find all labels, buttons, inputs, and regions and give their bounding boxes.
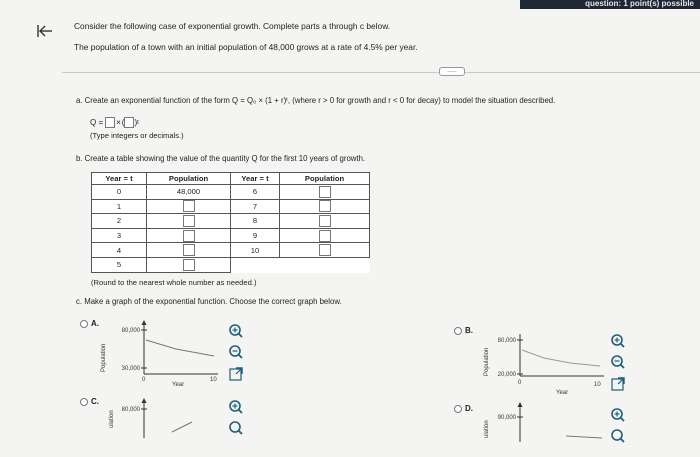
radio-b[interactable]: [454, 327, 462, 335]
divider: [62, 72, 700, 73]
zoom-out-icon[interactable]: [610, 354, 626, 370]
table-header-row: [92, 173, 370, 185]
graph-a-xlabel: Year: [172, 382, 185, 388]
option-b[interactable]: [454, 326, 473, 335]
population-input-cell: [147, 228, 231, 243]
problem-intro: Consider the following case of exponential growth. Complete parts a through c below.: [74, 21, 391, 31]
graph-b: [474, 330, 610, 402]
population-input[interactable]: [319, 230, 331, 242]
answer-row: [90, 117, 139, 128]
population-input-cell: [280, 185, 370, 200]
population-input-cell: [280, 243, 370, 258]
graph-d-curve: [566, 436, 602, 438]
table-row: [92, 228, 370, 243]
graph-a-x-zero: 0: [142, 377, 146, 383]
more-button[interactable]: .....: [439, 67, 465, 76]
radio-c[interactable]: [80, 398, 88, 406]
header-population-left: Population: [147, 173, 231, 185]
zoom-in-icon[interactable]: [610, 333, 626, 349]
expand-icon[interactable]: [610, 376, 626, 392]
radio-d[interactable]: [454, 405, 462, 413]
zoom-out-icon[interactable]: [228, 344, 244, 360]
q0-input[interactable]: [105, 117, 115, 128]
header-year-right: Year = t: [231, 173, 280, 185]
graph-c: [96, 398, 226, 457]
zoom-out-icon[interactable]: [610, 428, 626, 444]
population-input[interactable]: [319, 215, 331, 227]
header-population-right: Population: [280, 173, 370, 185]
graph-b-curve: [522, 350, 600, 366]
population-input[interactable]: [183, 244, 195, 256]
q-label: Q =: [90, 118, 104, 127]
part-a-hint: (Type integers or decimals.): [90, 131, 184, 140]
option-d[interactable]: [454, 404, 473, 413]
points-text: question: 1 point(s) possible: [585, 0, 694, 8]
population-input-cell: [147, 199, 231, 214]
growth-factor-input[interactable]: [121, 117, 134, 128]
population-input[interactable]: [319, 200, 331, 212]
graph-a-ylabel: Population: [101, 343, 107, 372]
table-row: [92, 214, 370, 229]
open-paren: (: [121, 118, 125, 127]
exponent-t: t: [137, 119, 139, 126]
population-input-cell: [147, 243, 231, 258]
population-input-cell: [280, 214, 370, 229]
graph-a-x-end: 10: [210, 377, 217, 383]
year-cell: 10: [231, 243, 280, 258]
graph-d: [474, 402, 610, 457]
option-b-label: B.: [465, 326, 473, 335]
zoom-out-icon[interactable]: [228, 420, 244, 436]
population-input-cell: [147, 214, 231, 229]
part-c-prompt: c. Make a graph of the exponential function. Choose the correct graph below.: [76, 297, 342, 306]
year-cell: 0: [92, 185, 147, 200]
year-cell: 5: [92, 257, 147, 272]
graph-a-y-top: 80,000: [121, 328, 140, 334]
radio-a[interactable]: [80, 320, 88, 328]
graph-a-y-mid: 30,000: [121, 366, 140, 372]
zoom-in-icon[interactable]: [228, 323, 244, 339]
graph-b-y-mid: 20,000: [497, 372, 516, 378]
year-cell: 9: [231, 228, 280, 243]
year-cell: 1: [92, 199, 147, 214]
population-input-cell: [280, 199, 370, 214]
graph-b-ylabel: Population: [484, 347, 490, 376]
zoom-in-icon[interactable]: [228, 399, 244, 415]
option-d-label: D.: [465, 404, 473, 413]
part-a-prompt: a. Create an exponential function of the form Q = Q₀ × (1 + r)ᵗ, (where r > 0 for growth and r < 0 for decay) to model the situation described.: [76, 96, 556, 105]
year-cell: 4: [92, 243, 147, 258]
close-paren: ): [134, 118, 138, 127]
table-row: [92, 243, 370, 258]
graph-c-curve: [172, 422, 192, 432]
empty-cell: [280, 257, 370, 272]
population-input[interactable]: [183, 200, 195, 212]
population-table: [91, 172, 370, 273]
graph-d-y-arrow: [518, 402, 523, 407]
top-status-bar: [520, 0, 700, 9]
year-cell: 7: [231, 199, 280, 214]
population-input[interactable]: [183, 230, 195, 242]
graph-b-x-zero: 0: [518, 380, 522, 386]
population-input[interactable]: [319, 186, 331, 198]
graph-d-ylabel: ulation: [484, 420, 490, 438]
graph-d-y-top: 90,000: [497, 415, 516, 421]
year-cell: 2: [92, 214, 147, 229]
times-symbol: ×: [116, 118, 121, 127]
graph-a: [96, 318, 226, 390]
population-input[interactable]: [183, 215, 195, 227]
graph-c-y-top: 80,000: [121, 407, 140, 413]
part-b-prompt: b. Create a table showing the value of the quantity Q for the first 10 years of growth.: [76, 154, 366, 163]
population-value: 48,000: [147, 185, 231, 200]
graph-a-y-arrow: [142, 320, 147, 325]
population-input[interactable]: [183, 259, 195, 271]
year-cell: 3: [92, 228, 147, 243]
table-row: [92, 199, 370, 214]
year-cell: 8: [231, 214, 280, 229]
graph-b-x-end: 10: [594, 382, 601, 388]
graph-c-y-arrow: [142, 398, 147, 403]
problem-statement: The population of a town with an initial population of 48,000 grows at a rate of 4.5% per year.: [74, 42, 418, 52]
zoom-in-icon[interactable]: [610, 407, 626, 423]
header-year-left: Year = t: [92, 173, 147, 185]
empty-cell: [231, 257, 280, 272]
expand-icon[interactable]: [228, 366, 244, 382]
table-row: [92, 185, 370, 200]
population-input[interactable]: [319, 244, 331, 256]
population-input-cell: [147, 257, 231, 272]
round-note: (Round to the nearest whole number as needed.): [91, 278, 257, 287]
option-c-label: C.: [91, 397, 99, 406]
graph-b-xlabel: Year: [556, 390, 569, 396]
year-cell: 6: [231, 185, 280, 200]
graph-c-ylabel: ulation: [109, 410, 115, 428]
graph-a-curve: [146, 340, 214, 356]
option-a-label: A.: [91, 319, 99, 328]
table-row: [92, 257, 370, 272]
population-input-cell: [280, 228, 370, 243]
graph-b-y-top: 80,000: [497, 338, 516, 344]
back-arrow-icon[interactable]: [36, 22, 54, 40]
